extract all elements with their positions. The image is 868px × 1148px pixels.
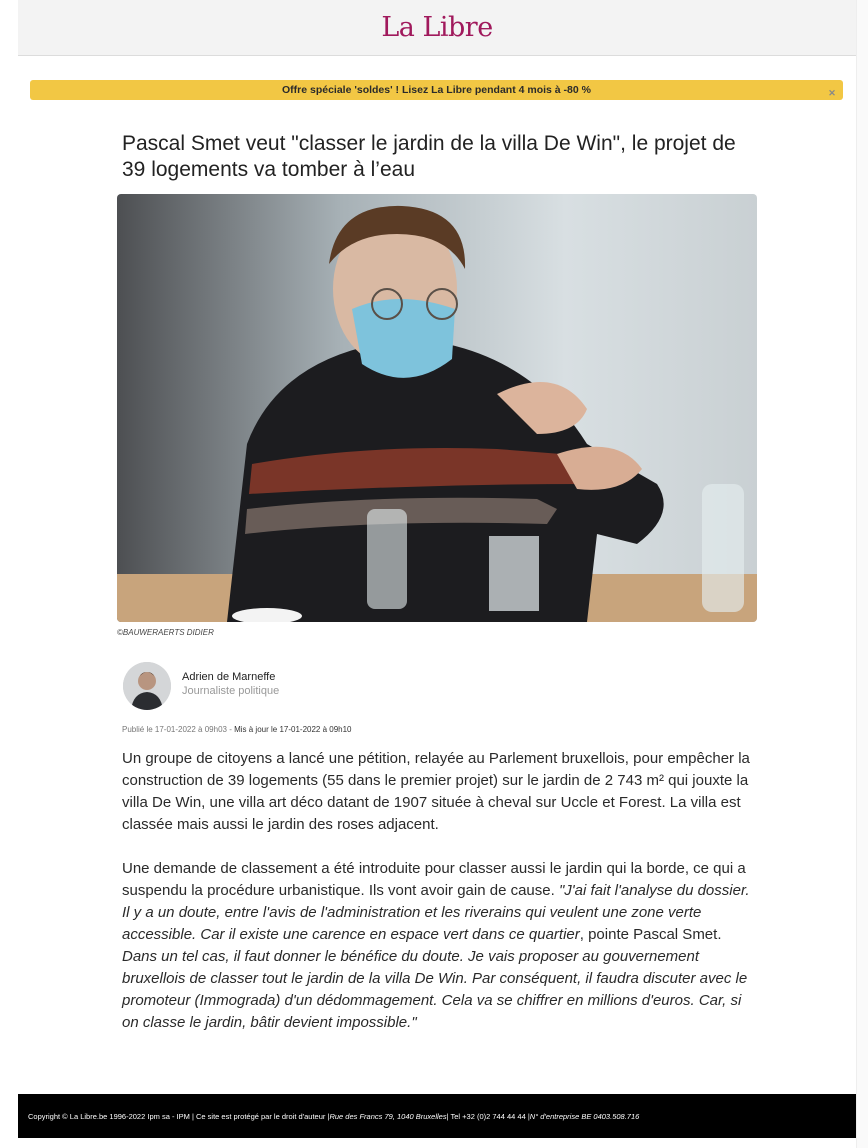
- paragraph-2-text: Une demande de classement a été introduite pour classer aussi le jardin qui la borde, ce qui a suspendu la procédure urbanistique. Ils vont avoir gain de cause.: [122, 860, 746, 899]
- paragraph-2-attribution: , pointe Pascal Smet.: [579, 926, 722, 943]
- footer-phone: | Tel +32 (0)2 744 44 44 |: [446, 1111, 530, 1121]
- promo-text[interactable]: Offre spéciale 'soldes' ! Lisez La Libre pendant 4 mois à -80 %: [281, 84, 591, 96]
- article-title: Pascal Smet veut "classer le jardin de la villa De Win", le projet de 39 logements va tomber à l’eau: [122, 132, 736, 181]
- site-logo[interactable]: La Libre: [381, 12, 493, 43]
- promo-banner[interactable]: [30, 80, 843, 100]
- close-icon[interactable]: ✕: [828, 88, 836, 98]
- author-role: Journaliste politique: [182, 685, 280, 697]
- quote-1: "J'ai fait l'analyse du dossier. Il y a un doute, entre l'avis de l'administration et les riverains qui veulent une zone verte accessible. Car il existe une carence en espace vert dans ce quartier: [122, 882, 750, 943]
- article-photo: [117, 194, 757, 622]
- author-name[interactable]: Adrien de Marneffe: [182, 671, 276, 683]
- article-dates: [122, 725, 352, 734]
- paragraph-2: [122, 858, 750, 1034]
- footer-copyright: Copyright © La Libre.be 1996-2022 Ipm sa - IPM | Ce site est protégé par le droit d'auteur |: [28, 1111, 330, 1121]
- footer-address: Rue des Francs 79, 1040 Bruxelles: [329, 1111, 447, 1121]
- quote-2: Dans un tel cas, il faut donner le bénéfice du doute. Je vais proposer au gouvernement bruxellois de classer tout le jardin de la villa De Win. Par conséquent, il faudra discuter avec le promoteur (Immograda) d'un dédommagement. Cela va se chiffrer en millions d'euros. Car, si on classe le jardin, bâtir devient impossible.": [122, 948, 748, 1031]
- scrollbar-track[interactable]: [856, 0, 868, 1148]
- date-separator: -: [226, 725, 235, 734]
- footer-company-number: N° d'entreprise BE 0403.508.716: [529, 1111, 640, 1121]
- article-body: [122, 748, 750, 1056]
- published-date: Publié le 17-01-2022 à 09h03: [122, 725, 227, 734]
- site-header: [18, 0, 856, 56]
- author-avatar[interactable]: [123, 662, 171, 710]
- paragraph-1: Un groupe de citoyens a lancé une pétition, relayée au Parlement bruxellois, pour empêcher la construction de 39 logements (55 dans le premier projet) sur le jardin de 2 743 m² qui jouxte la villa De Win, une villa art déco datant de 1907 située à cheval sur Uccle et Forest. La villa est classée mais aussi le jardin des roses adjacent.: [122, 750, 750, 833]
- updated-date: Mis à jour le 17-01-2022 à 09h10: [234, 725, 352, 734]
- photo-credit: ©BAUWERAERTS DIDIER: [117, 628, 214, 637]
- site-footer: [18, 1094, 856, 1138]
